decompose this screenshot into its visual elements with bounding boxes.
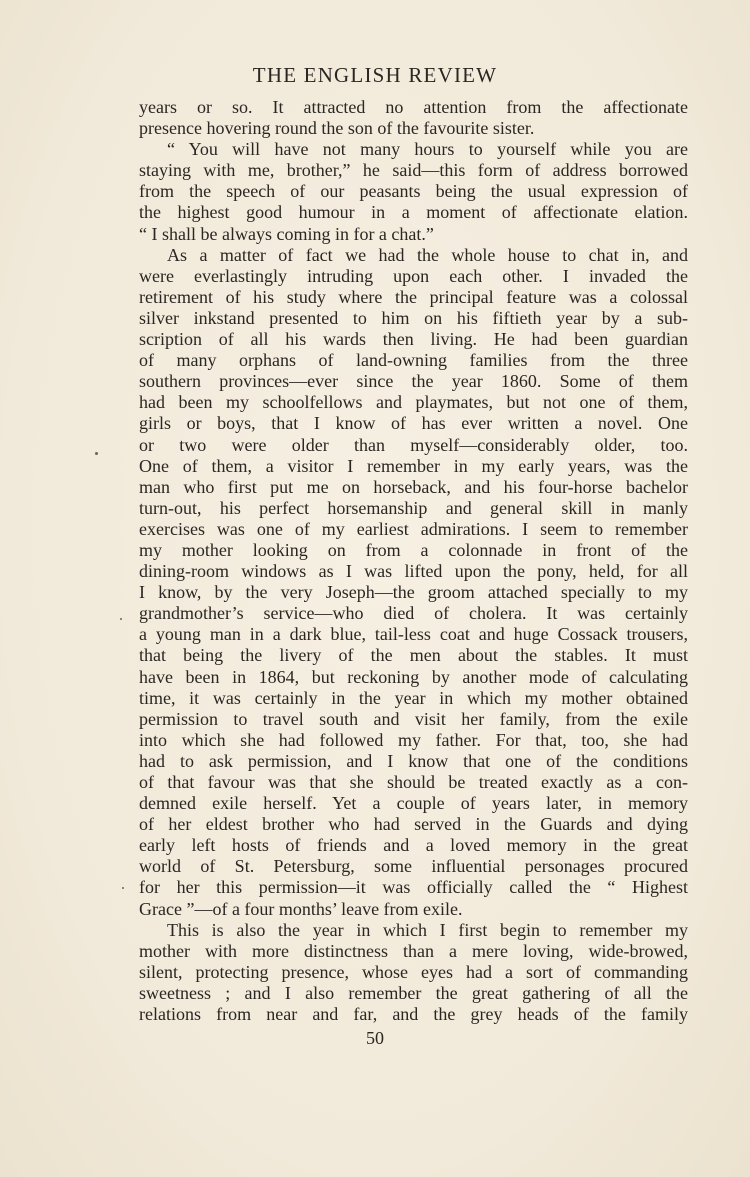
text-line: I know, by the very Joseph—the groom attached specially to my [139, 582, 688, 603]
text-line: or two were older than myself—considerably older, too. [139, 434, 688, 455]
text-line: turn-out, his perfect horsemanship and general skill in manly [139, 497, 688, 518]
text-line: This is also the year in which I first begin to remember my [167, 919, 688, 940]
text-line: a young man in a dark blue, tail-less coat and huge Cossack trousers, [139, 624, 688, 645]
text-line: the highest good humour in a moment of affectionate elation. [139, 202, 688, 223]
text-line: retirement of his study where the principal feature was a colossal [139, 286, 688, 307]
text-line: my mother looking on from a colonnade in front of the [139, 539, 688, 560]
text-line: had to ask permission, and I know that one of the conditions [139, 750, 688, 771]
text-line: had been my schoolfellows and playmates, but not one of them, [139, 392, 688, 413]
text-line: years or so. It attracted no attention from the affectionate [139, 97, 688, 117]
running-head-title: THE ENGLISH REVIEW [252, 63, 498, 87]
paper-speck [95, 452, 98, 455]
body-text [139, 97, 688, 1025]
text-line: of her eldest brother who had served in the Guards and dying [139, 814, 688, 835]
page-number: 50 [366, 1028, 384, 1048]
text-line: that being the livery of the men about the stables. It must [139, 645, 688, 666]
text-line: exercises was one of my earliest admirations. I seem to remember [139, 518, 688, 539]
text-line: As a matter of fact we had the whole house to chat in, and [167, 244, 688, 265]
text-line: One of them, a visitor I remember in my early years, was the [139, 455, 688, 476]
text-line: staying with me, brother,” he said—this form of address borrowed [139, 160, 688, 181]
text-line: of many orphans of land-owning families from the three [139, 350, 688, 371]
text-line: grandmother’s service—who died of cholera. It was certainly [139, 603, 688, 624]
text-line: time, it was certainly in the year in which my mother obtained [139, 687, 688, 708]
text-line: scription of all his wards then living. He had been guardian [139, 329, 688, 350]
text-line: mother with more distinctness than a mere loving, wide-browed, [139, 940, 688, 961]
text-line: presence hovering round the son of the favourite sister. [139, 118, 535, 139]
text-line: demned exile herself. Yet a couple of years later, in memory [139, 793, 688, 814]
text-line: “ You will have not many hours to yourself while you are [167, 139, 688, 160]
text-line: into which she had followed my father. For that, too, she had [139, 729, 688, 750]
text-line: have been in 1864, but reckoning by another mode of calculating [139, 666, 688, 687]
text-line: relations from near and far, and the grey heads of the family [139, 1004, 688, 1025]
text-line: “ I shall be always coming in for a chat.” [139, 223, 434, 244]
text-line: southern provinces—ever since the year 1860. Some of them [139, 371, 688, 392]
paper-speck [122, 887, 124, 889]
text-line: from the speech of our peasants being the usual expression of [139, 181, 688, 202]
text-line: world of St. Petersburg, some influential personages procured [139, 856, 688, 877]
text-line: early left hosts of friends and a loved memory in the great [139, 835, 688, 856]
text-line: sweetness ; and I also remember the great gathering of all the [139, 982, 688, 1003]
text-line: man who first put me on horseback, and his four-horse bachelor [139, 476, 688, 497]
text-line: Grace ”—of a four months’ leave from exile. [139, 898, 463, 919]
text-line: permission to travel south and visit her family, from the exile [139, 708, 688, 729]
text-line: for her this permission—it was officially called the “ Highest [139, 877, 688, 898]
text-line: dining-room windows as I was lifted upon the pony, held, for all [139, 561, 688, 582]
paper-speck [120, 618, 122, 620]
text-line: girls or boys, that I know of has ever written a novel. One [139, 413, 688, 434]
text-line: were everlastingly intruding upon each other. I invaded the [139, 265, 688, 286]
text-line: of that favour was that she should be treated exactly as a con- [139, 772, 688, 792]
text-line: silent, protecting presence, whose eyes had a sort of commanding [139, 961, 688, 982]
text-line: silver inkstand presented to him on his fiftieth year by a sub- [139, 307, 688, 328]
